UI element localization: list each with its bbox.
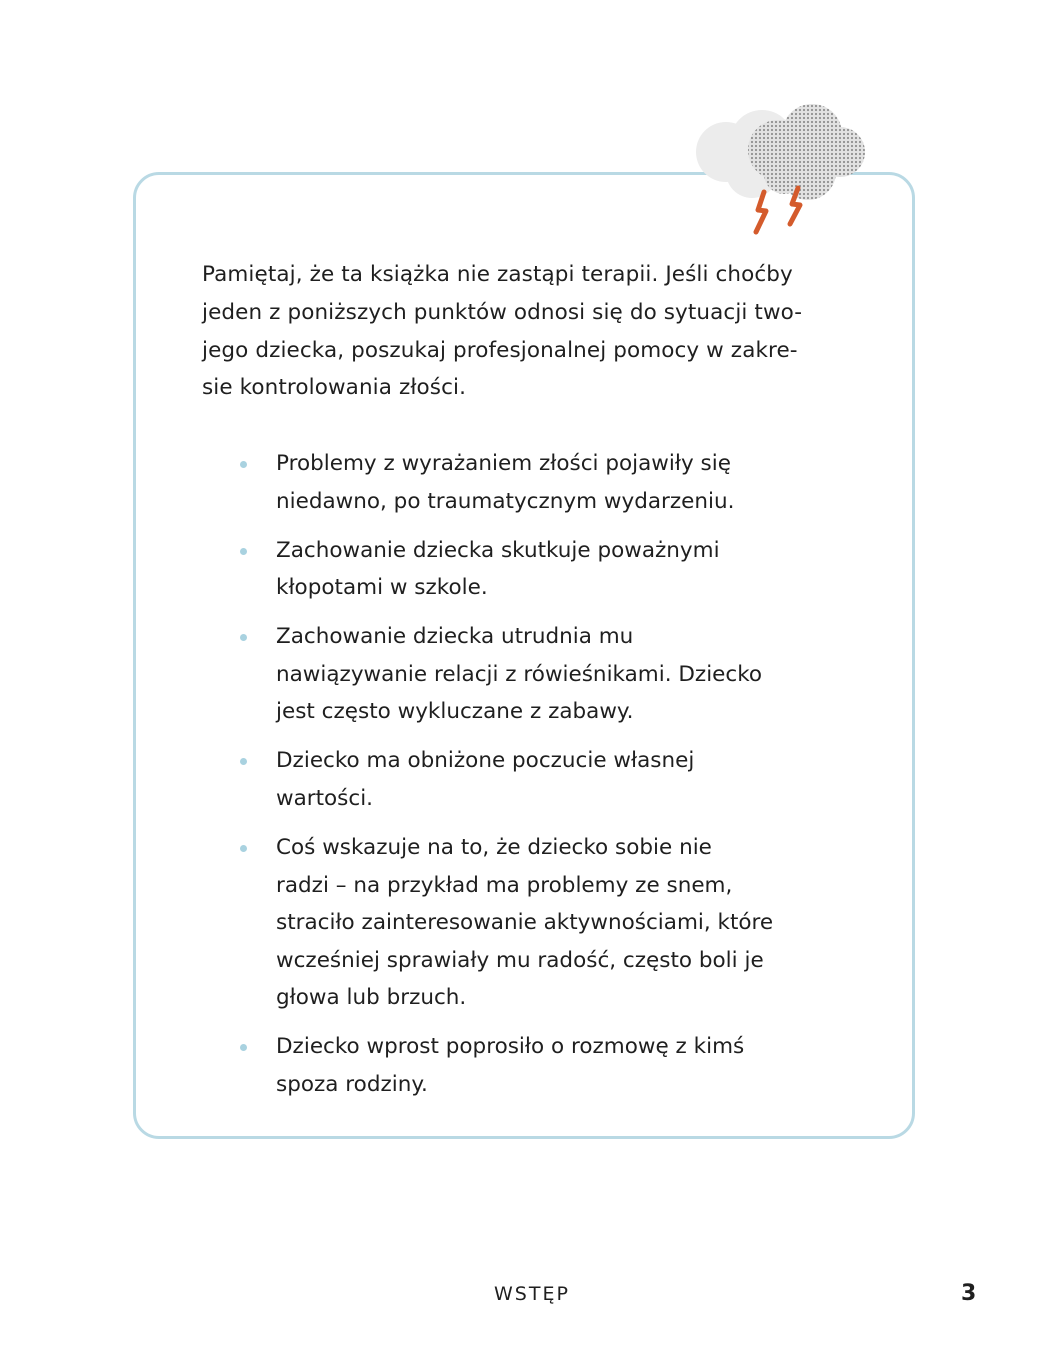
list-item xyxy=(240,1028,840,1103)
list-item-line: Problemy z wyrażaniem złości pojawiły się xyxy=(276,451,731,476)
bullet-icon xyxy=(240,845,247,852)
intro-line: jego dziecka, poszukaj profesjonalnej pomocy w zakre- xyxy=(202,337,798,363)
list-item xyxy=(240,532,840,607)
list-item xyxy=(240,618,840,731)
list-item-line: nawiązywanie relacji z rówieśnikami. Dziecko xyxy=(276,661,763,687)
list-item xyxy=(240,829,840,1017)
intro-line: jeden z poniższych punktów odnosi się do sytuacji two- xyxy=(202,299,803,325)
bullet-icon xyxy=(240,758,247,765)
intro-line: Pamiętaj, że ta książka nie zastąpi terapii. Jeśli choćby xyxy=(202,262,793,287)
list-item-line: wartości. xyxy=(276,785,374,811)
bullet-icon xyxy=(240,461,247,468)
list-item-line: głowa lub brzuch. xyxy=(276,985,467,1011)
section-title: WSTĘP xyxy=(494,1283,570,1305)
list-item-line: niedawno, po traumatycznym wydarzeniu. xyxy=(276,488,735,514)
list-item-line: wcześniej sprawiały mu radość, często boli je xyxy=(276,947,764,973)
list-item-line: Coś wskazuje na to, że dziecko sobie nie xyxy=(276,834,712,860)
list-item xyxy=(240,445,840,520)
list-item-line: Zachowanie dziecka utrudnia mu xyxy=(276,624,634,650)
warning-signs-list xyxy=(240,445,840,1115)
bullet-icon xyxy=(240,548,247,555)
list-item-line: straciło zainteresowanie aktywnościami, które xyxy=(276,910,774,936)
list-item-line: Dziecko ma obniżone poczucie własnej xyxy=(276,748,695,774)
list-item-line: kłopotami w szkole. xyxy=(276,575,488,601)
intro-paragraph xyxy=(202,256,852,407)
list-item-line: jest często wykluczane z zabawy. xyxy=(276,699,634,725)
bullet-icon xyxy=(240,1044,247,1051)
bullet-icon xyxy=(240,634,247,641)
list-item-line: Zachowanie dziecka skutkuje poważnymi xyxy=(276,537,720,563)
page-number: 3 xyxy=(961,1281,977,1306)
storm-cloud-icon xyxy=(690,100,870,240)
list-item-line: spoza rodziny. xyxy=(276,1071,428,1097)
list-item-line: radzi – na przykład ma problemy ze snem, xyxy=(276,872,733,898)
list-item xyxy=(240,742,840,817)
lightning-bolt-left-icon xyxy=(756,192,766,232)
intro-line: sie kontrolowania złości. xyxy=(202,375,467,401)
list-item-line: Dziecko wprost poprosiło o rozmowę z kimś xyxy=(276,1034,745,1060)
